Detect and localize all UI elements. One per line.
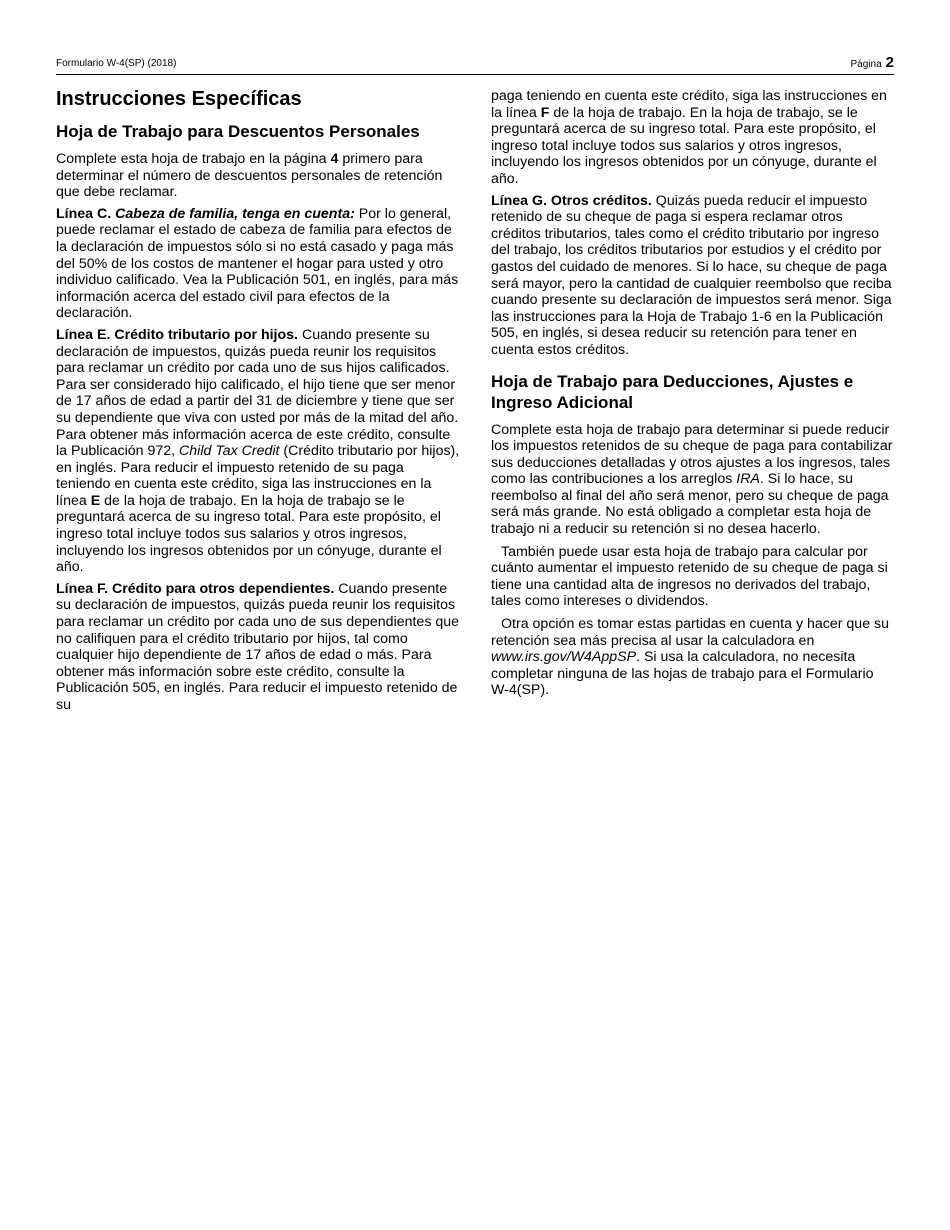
page-number: 2: [885, 54, 894, 71]
continuation-paragraph: paga teniendo en cuenta este crédito, siga las instrucciones en la línea F de la hoja de trabajo. En la hoja de trabajo, se le preguntará acerca de su ingreso total. Para este propósito, el ingreso total incluye todos sus salarios y otros ingresos, incluyendo los ingresos obtenidos por un cónyuge, durante el año.: [491, 88, 887, 187]
page-label: Página: [850, 59, 882, 70]
linea-e-paragraph: Línea E. Crédito tributario por hijos. Cuando presente su declaración de impuestos, quizás pueda reunir los requisitos para reclamar un crédito por cada uno de sus hijos calificados. Para ser considerado hijo calificado, el hijo tiene que ser menor de 17 años de edad a partir del 31 de diciembre y tiene que ser su dependiente que viva con usted por más de la mitad del año. Para obtener más información acerca de este crédito, consulte la Publicación 972, Child Tax Credit (Crédito tributario por hijos), en inglés. Para reducir el impuesto retenido de su paga teniendo en cuenta este crédito, siga las instrucciones en la línea E de la hoja de trabajo. En la hoja de trabajo se le preguntará acerca de su ingreso total. Para este propósito, el ingreso total incluye todos sus salarios y otros ingresos, incluyendo los ingresos obtenidos por un cónyuge, durante el año.: [56, 326, 460, 576]
linea-c-paragraph: Línea C. Cabeza de familia, tenga en cuenta: Por lo general, puede reclamar el estado de cabeza de familia para efectos de la declaración de impuestos sólo si no está casado y paga más del 50% de los costos de mantener el hogar para usted y otro individuo calificado. Vea la Publicación 501, en inglés, para más información acerca del estado civil para efectos de la declaración.: [56, 205, 459, 322]
deducciones-paragraph-1: Complete esta hoja de trabajo para determinar si puede reducir los impuestos retenidos de su cheque de paga para contabilizar sus deducciones detalladas y otros ajustes a los ingresos, tales como las contribuciones a los arreglos IRA. Si lo hace, su reembolso al final del año será menor, pero su cheque de paga será más grande. No está obligado a completar esta hoja de trabajo ni a reducir su retención si no desea hacerlo.: [491, 421, 893, 538]
page-title: Instrucciones Específicas: [56, 88, 302, 110]
section-heading-deducciones: Hoja de Trabajo para Deducciones, Ajustes e Ingreso Adicional: [491, 371, 854, 412]
section-heading-descuentos: Hoja de Trabajo para Descuentos Personales: [56, 122, 420, 141]
linea-g-paragraph: Línea G. Otros créditos. Quizás pueda reducir el impuesto retenido de su cheque de paga si espera reclamar otros créditos tributarios, tales como el crédito tributario por ingreso del trabajo, los créditos tributarios por estudios y el crédito por gastos del cuidado de menores. Si lo hace, su cheque de paga será mayor, pero la cantidad de cualquier reembolso que reciba cuando presente su declaración de impuestos será menor. Siga las instrucciones para la Hoja de Trabajo 1-6 en la Publicación 505, en inglés, si desea reducir su retención para tener en cuenta estos créditos.: [491, 192, 892, 358]
page-indicator: [851, 54, 894, 71]
intro-paragraph: Complete esta hoja de trabajo en la página 4 primero para determinar el número de descuentos personales de retención que debe reclamar.: [56, 151, 443, 201]
deducciones-paragraph-3: Otra opción es tomar estas partidas en cuenta y hacer que su retención sea más precisa al usar la calculadora en www.irs.gov/W4AppSP. Si usa la calculadora, no necesita completar ninguna de las hojas de trabajo para el Formulario W-4(SP).: [491, 616, 890, 699]
linea-f-paragraph: Línea F. Crédito para otros dependientes. Cuando presente su declaración de impuestos, quizás pueda reunir los requisitos para reclamar un crédito por cada uno de sus dependientes que no califiquen para el crédito tributario por hijos, tal como cualquier hijo dependiente de 17 años de edad o más. Para obtener más información sobre este crédito, consulte la Publicación 505, en inglés. Para reducir el impuesto retenido de su: [56, 580, 460, 713]
form-id: Formulario W-4(SP) (2018): [56, 58, 177, 69]
deducciones-paragraph-2: También puede usar esta hoja de trabajo para calcular por cuánto aumentar el impuesto retenido de su cheque de paga si tiene una cantidad alta de ingresos no derivados del trabajo, tales como intereses o dividendos.: [491, 543, 888, 610]
right-column: [491, 88, 895, 704]
left-column: [56, 88, 460, 719]
page-header: [56, 54, 894, 75]
calculator-link[interactable]: www.irs.gov/W4AppSP: [491, 649, 637, 666]
